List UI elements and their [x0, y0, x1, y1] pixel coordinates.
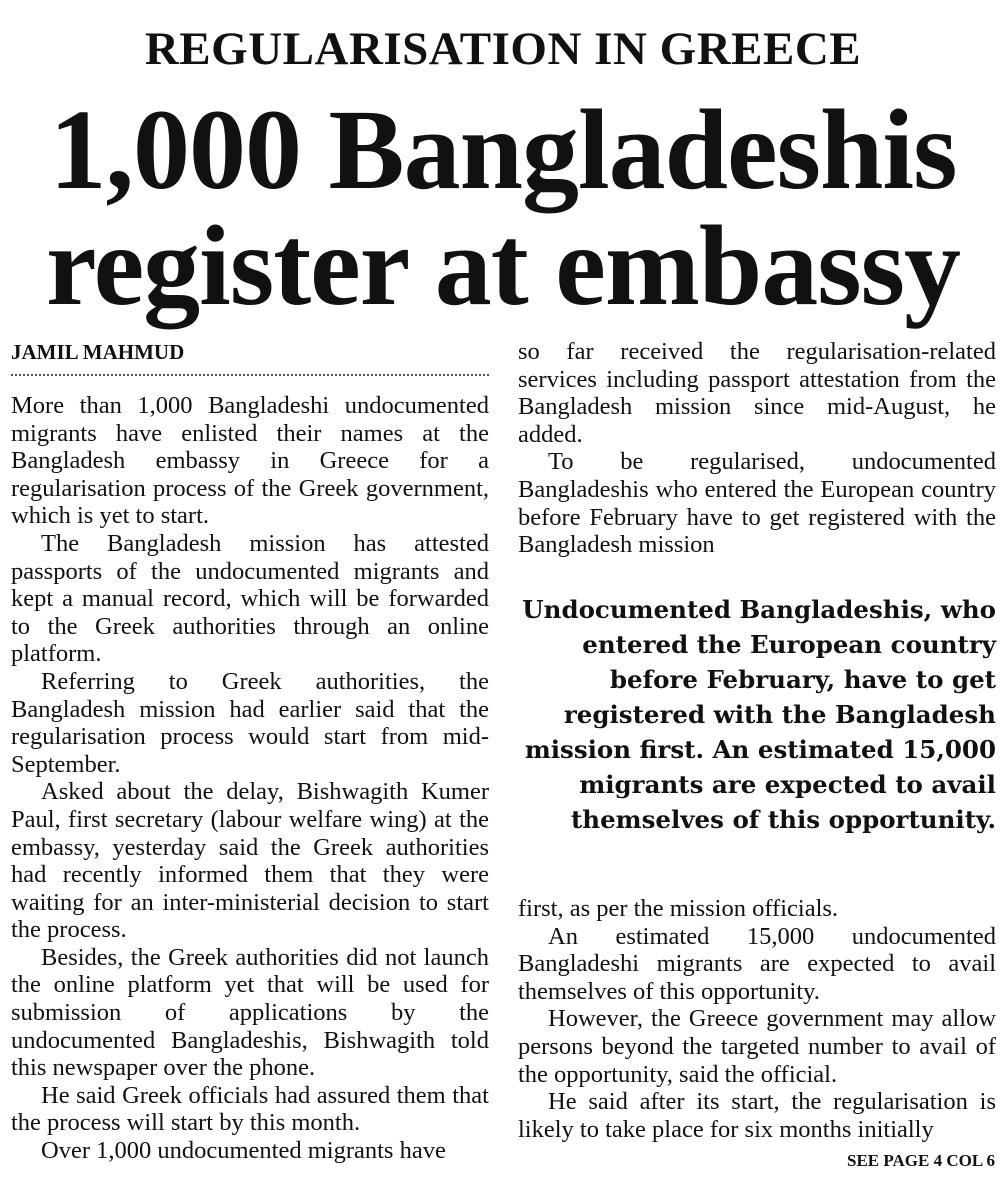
paragraph: However, the Greece government may allow persons beyond the targeted number to avail of the opportunity, said the official.	[518, 1005, 996, 1088]
paragraph: Referring to Greek authorities, the Bangladesh mission had earlier said that the regularisation process would start from mid-September.	[11, 667, 489, 778]
paragraph: Asked about the delay, Bishwagith Kumer Paul, first secretary (labour welfare wing) at the embassy, yesterday said the Greek authorities had recently informed them that they were waiting for an inter-ministerial decision to start the process.	[11, 778, 489, 944]
paragraph: The Bangladesh mission has attested passports of the undocumented migrants and kept a manual record, which will be forwarded to the Greek authorities through an online platform.	[11, 529, 489, 668]
jump-line: SEE PAGE 4 COL 6	[847, 1151, 995, 1170]
paragraph: An estimated 15,000 undocumented Bangladeshi migrants are expected to avail themselves of this opportunity.	[518, 922, 996, 1005]
column-2-top	[518, 338, 996, 559]
byline: JAMIL MAHMUD	[11, 340, 185, 364]
paragraph: Besides, the Greek authorities did not launch the online platform yet that will be used for submission of applications by the undocumented Bangladeshis, Bishwagith told this newspaper over the phone.	[11, 943, 489, 1082]
headline	[0, 86, 1006, 329]
kicker: REGULARISATION IN GREECE	[144, 23, 862, 75]
headline-line-1: 1,000 Bangladeshis	[49, 86, 957, 213]
paragraph: so far received the regularisation-related services including passport attestation from the Bangladesh mission since mid-August, he added.	[518, 338, 996, 448]
column-1	[11, 392, 489, 1165]
paragraph: first, as per the mission officials.	[518, 895, 839, 922]
pull-quote: Undocumented Bangladeshis, who entered the European country before February, have to get registered with the Bangladesh mission first. An estimated 15,000 migrants are expected to avail themselves of this opportunity.	[522, 595, 996, 834]
column-2-bottom	[518, 895, 996, 1143]
paragraph: More than 1,000 Bangladeshi undocumented migrants have enlisted their names at the Bangladesh embassy in Greece for a regularisation process of the Greek government, which is yet to start.	[11, 392, 489, 530]
paragraph: He said after its start, the regularisation is likely to take place for six months initially	[518, 1088, 996, 1143]
byline-divider	[11, 374, 489, 376]
headline-line-2: register at embassy	[46, 202, 960, 329]
paragraph: To be regularised, undocumented Bangladeshis who entered the European country before February have to get registered with the Bangladesh mission	[518, 448, 996, 559]
paragraph: Over 1,000 undocumented migrants have	[41, 1137, 446, 1165]
paragraph: He said Greek officials had assured them that the process will start by this month.	[11, 1081, 489, 1137]
